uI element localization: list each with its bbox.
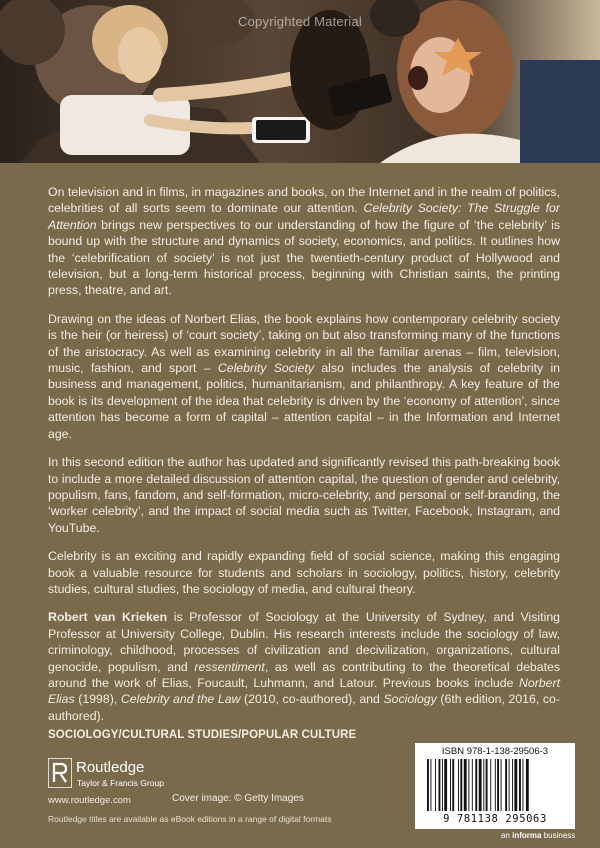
author-name: Robert van Krieken <box>48 610 168 625</box>
barcode-bar <box>444 759 447 811</box>
barcode-bar <box>509 759 510 811</box>
book-title: Celebrity Society <box>217 361 315 376</box>
bio-text: (1998), <box>74 692 121 707</box>
publisher-logo <box>48 758 208 788</box>
barcode-bar <box>486 759 488 811</box>
barcode-digits: 9 781138 295063 <box>443 813 547 825</box>
barcode-bar <box>483 759 484 811</box>
bio-text: (2010, co-authored), and <box>240 692 384 707</box>
blurb-paragraph-1 <box>48 184 560 299</box>
blurb-text: also includes the analysis of celebrity in business and management, politics, humanitarianism, and philanthropy. A key feature of the book is its development of the idea that celebrity is driven by the ‘economy of attention’, since attention has become a form of capital – attention capital – in the Information and Internet age. <box>48 361 561 441</box>
bio-text: (6th edition, 2016, co-authored). <box>48 692 560 723</box>
previous-book-title: Sociology <box>383 692 437 707</box>
blurb-text: Drawing on the ideas of Norbert Elias, the book explains how contemporary celebrity society is the heir (or heiress) of ‘court society’, taking on but also transforming many of the functions of the aristocracy. As well as examining celebrity in all the familiar arenas – film, television, music, fashion, and sport – <box>48 311 560 376</box>
blurb-paragraph-2 <box>48 311 560 442</box>
routledge-logo-icon <box>48 758 72 788</box>
previous-book-title: Norbert Elias <box>48 675 560 707</box>
barcode-bar <box>512 759 513 811</box>
informa-text: business <box>541 831 576 840</box>
barcode-bar <box>495 759 496 811</box>
blurb-paragraph-3: In this second edition the author has updated and significantly revised this path-breaking book to include a more detailed discussion of attention capital, the question of gender and celebrity, populism, fans, fandom, and self-formation, micro-celebrity, and personal or self-branding, the ‘worker celebrity’, and the impact of social media such as Twitter, Facebook, Instagram, and YouTube. <box>48 455 560 535</box>
barcode-bar <box>439 759 441 811</box>
bio-text: is Professor of Sociology at the University of Sydney, and Visiting Professor at University College, Dublin. His research interests include the sociology of law, criminology, childhood, processes of civilization and decivilization, organizations, cultural genocide, populism, and <box>48 610 560 674</box>
blurb-text: brings new perspectives to our understanding of how the figure of ‘the celebrity’ is bound up with the structure and dynamics of society, economics, and politics. It outlines how the ‘celebrification of society’ is not just the twentieth-century product of Hollywood and television, but a long-term historical process, beginning with Christian saints, the printing press, theatre, and art. <box>48 217 560 298</box>
isbn-number: ISBN 978-1-138-29506-3 <box>441 746 549 757</box>
watermark: Copyrighted Material <box>238 14 362 29</box>
barcode-bar <box>501 759 502 811</box>
informa-brand: informa <box>512 831 542 840</box>
blurb-paragraph-4: Celebrity is an exciting and rapidly expanding field of social science, making this engaging book a valuable resource for students and scholars in sociology, politics, history, celebrity studies, cultural studies, the sociology of media, and cultural theory. <box>48 549 560 596</box>
barcode-bar <box>526 759 529 811</box>
back-cover-text <box>48 184 560 736</box>
barcode-bar <box>497 759 499 811</box>
bio-term: ressentiment <box>194 659 265 674</box>
informa-business-note <box>501 831 575 840</box>
barcode-bar <box>460 759 462 811</box>
cover-image-credit: Cover image: © Getty Images <box>172 793 304 804</box>
barcode-panel <box>415 743 575 829</box>
barcode-bar <box>519 759 521 811</box>
publisher-website: www.routledge.com <box>48 795 131 806</box>
barcode-bar <box>475 759 477 811</box>
informa-text: an <box>501 831 513 840</box>
publisher-group: Taylor & Francis Group <box>77 778 164 788</box>
subject-category: SOCIOLOGY/CULTURAL STUDIES/POPULAR CULTURE <box>48 729 357 741</box>
blurb-text: On television and in films, in magazines and books, on the Internet and in the realm of politics, celebrities of all sorts seem to dominate our attention. <box>48 185 560 216</box>
barcode-bar <box>458 759 459 811</box>
barcode-bar <box>472 759 473 811</box>
bio-text: , as well as contributing to the theoretical debates around the work of Elias, Foucault, Luhmann, and Latour. Previous books include <box>48 659 560 690</box>
publisher-name: Routledge <box>76 759 145 776</box>
ebook-availability-note: Routledge titles are available as eBook editions in a range of digital formats <box>48 814 332 824</box>
barcode-bar <box>452 759 454 811</box>
barcode-bar <box>464 759 467 811</box>
barcode-bar <box>522 759 523 811</box>
barcode-bar <box>468 759 469 811</box>
barcode-icon <box>415 759 575 813</box>
barcode-bar <box>435 759 436 811</box>
author-bio <box>48 609 560 724</box>
previous-book-title: Celebrity and the Law <box>120 692 241 707</box>
barcode-bar <box>430 759 431 811</box>
barcode-bar <box>442 759 443 811</box>
barcode-bar <box>490 759 491 811</box>
barcode-bar <box>479 759 482 811</box>
barcode-bar <box>514 759 517 811</box>
book-title: Celebrity Society: The Struggle for Attention <box>48 201 560 232</box>
barcode-bar <box>505 759 507 811</box>
cover-photo <box>0 0 600 163</box>
barcode-bar <box>427 759 429 811</box>
barcode-bar <box>450 759 451 811</box>
